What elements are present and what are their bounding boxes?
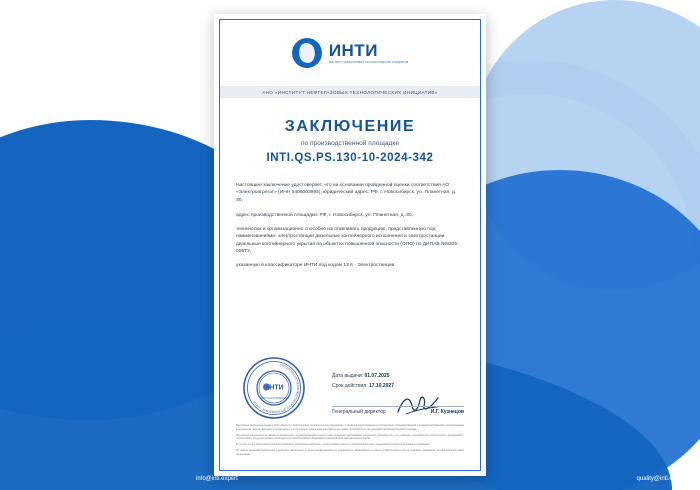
- legal-fine-print: [236, 424, 464, 458]
- certificate-sheet: [214, 14, 486, 476]
- capability-value: электростанции дизельные контейнерного исполнения и электростанции дизельные контейнерного укрытия на объектах повышенной опасности (ОПО) по ДИПАВ.№8325-005ТУ,: [236, 234, 459, 255]
- round-seal-stamp-icon: [242, 356, 306, 420]
- paragraph-address: [236, 212, 464, 219]
- certificate-header: [220, 20, 480, 86]
- fine-print-line: В случае, если в заключение внесены изменения, заключение действует только в совокупности с приложением к нему, содержащим перечень внесённых изменений.: [236, 443, 430, 446]
- document-number: INTI.QS.PS.130-10-2024-342: [266, 152, 434, 164]
- paragraph-classifier: указанную в классификаторе ИНТИ под кодом 13.6 - Электростанции: [236, 263, 395, 268]
- brand-logo: [292, 38, 408, 68]
- address-label: адрес производственной площадки:: [236, 213, 319, 218]
- fine-print-line: По любым вопросам применения и действия заключения, а также подтверждения его подлинности, обращайтесь по адресу info@inti.expert или по телефону, указанному на официальном сайте организации.: [236, 448, 464, 456]
- brand-text: [329, 42, 408, 65]
- signatory-name: И.Г. Кузнецов: [430, 409, 464, 415]
- issued-value: 01.07.2025: [364, 373, 390, 379]
- organization-band: [220, 86, 480, 98]
- capability-label: технически и организационно способно изготавливать продукцию, представленную под наименованиями:: [236, 227, 436, 240]
- valid-value: 17.10.2027: [368, 382, 394, 389]
- address-value: РФ, г. Новосибирск, ул. Планетная, д. 30,: [319, 213, 413, 218]
- signatory-role: Генеральный директор: [332, 409, 386, 415]
- svg-text:ИНТИ: ИНТИ: [264, 384, 284, 392]
- fine-print-line: Настоящее заключение не является документом, подтверждающим соответствие продукции требованиям технических регламентов, и не заменяет сертификатов соответствия и деклараций о соответствии, предусмотренных законодательством Российской Федерации и Евразийского экономического союза.: [236, 433, 464, 441]
- paragraph-lead: [236, 182, 464, 204]
- brand-descriptor: ИНСТИТУТ НЕФТЕГАЗОВЫХ ТЕХНОЛОГИЧЕСКИХ ИНИЦИАТИВ: [328, 60, 409, 64]
- footer-email-info[interactable]: info@inti.expert: [196, 476, 238, 482]
- fine-print-line: Настоящее заключение выдано АНО «Институт нефтегазовых технологических инициатив» и является подтверждением соответствия производственной площадки требованиям, установленным в документах оценки. Документ подтверждает, что продукция, заявленная изготовителем, может производиться на указанной производственной площадке.: [236, 424, 464, 431]
- issued-row: [332, 372, 394, 382]
- issue-dates: [332, 372, 394, 391]
- footer-email-quality[interactable]: quality@inti.expert: [636, 476, 686, 482]
- signature-line: [332, 406, 464, 415]
- page-subtitle: по производственной площадке: [300, 140, 400, 147]
- paragraph-lead-body: АО «Электроагрегат» (ИНН 5409003995), юридический адрес: РФ, г. Новосибирск, ул. Планетная, д. 30,: [236, 183, 457, 203]
- paragraph-capability: [236, 226, 464, 255]
- page-title: ЗАКЛЮЧЕНИЕ: [284, 118, 416, 135]
- issued-label: Дата выдачи:: [332, 373, 364, 379]
- inti-drop-logo-icon: [292, 38, 322, 68]
- svg-text:АВТОНОМНАЯ НЕКОММЕРЧЕСКАЯ ОРГА: АВТОНОМНАЯ НЕКОММЕРЧЕСКАЯ ОРГАНИЗАЦИЯ · ИНТИ ·: [251, 362, 301, 415]
- organization-band-text: АНО «ИНСТИТУТ НЕФТЕГАЗОВЫХ ТЕХНОЛОГИЧЕСКИХ ИНИЦИАТИВ»: [262, 89, 438, 95]
- valid-row: [332, 382, 394, 392]
- valid-label: Срок действия:: [332, 382, 368, 389]
- paragraph-lead-text: Настоящее заключение удостоверяет, что на основании пройденной оценки соответствия: [236, 183, 441, 188]
- brand-name: ИНТИ: [328, 40, 378, 60]
- svg-text:ОГРН 1197700003344: ОГРН 1197700003344: [259, 396, 289, 400]
